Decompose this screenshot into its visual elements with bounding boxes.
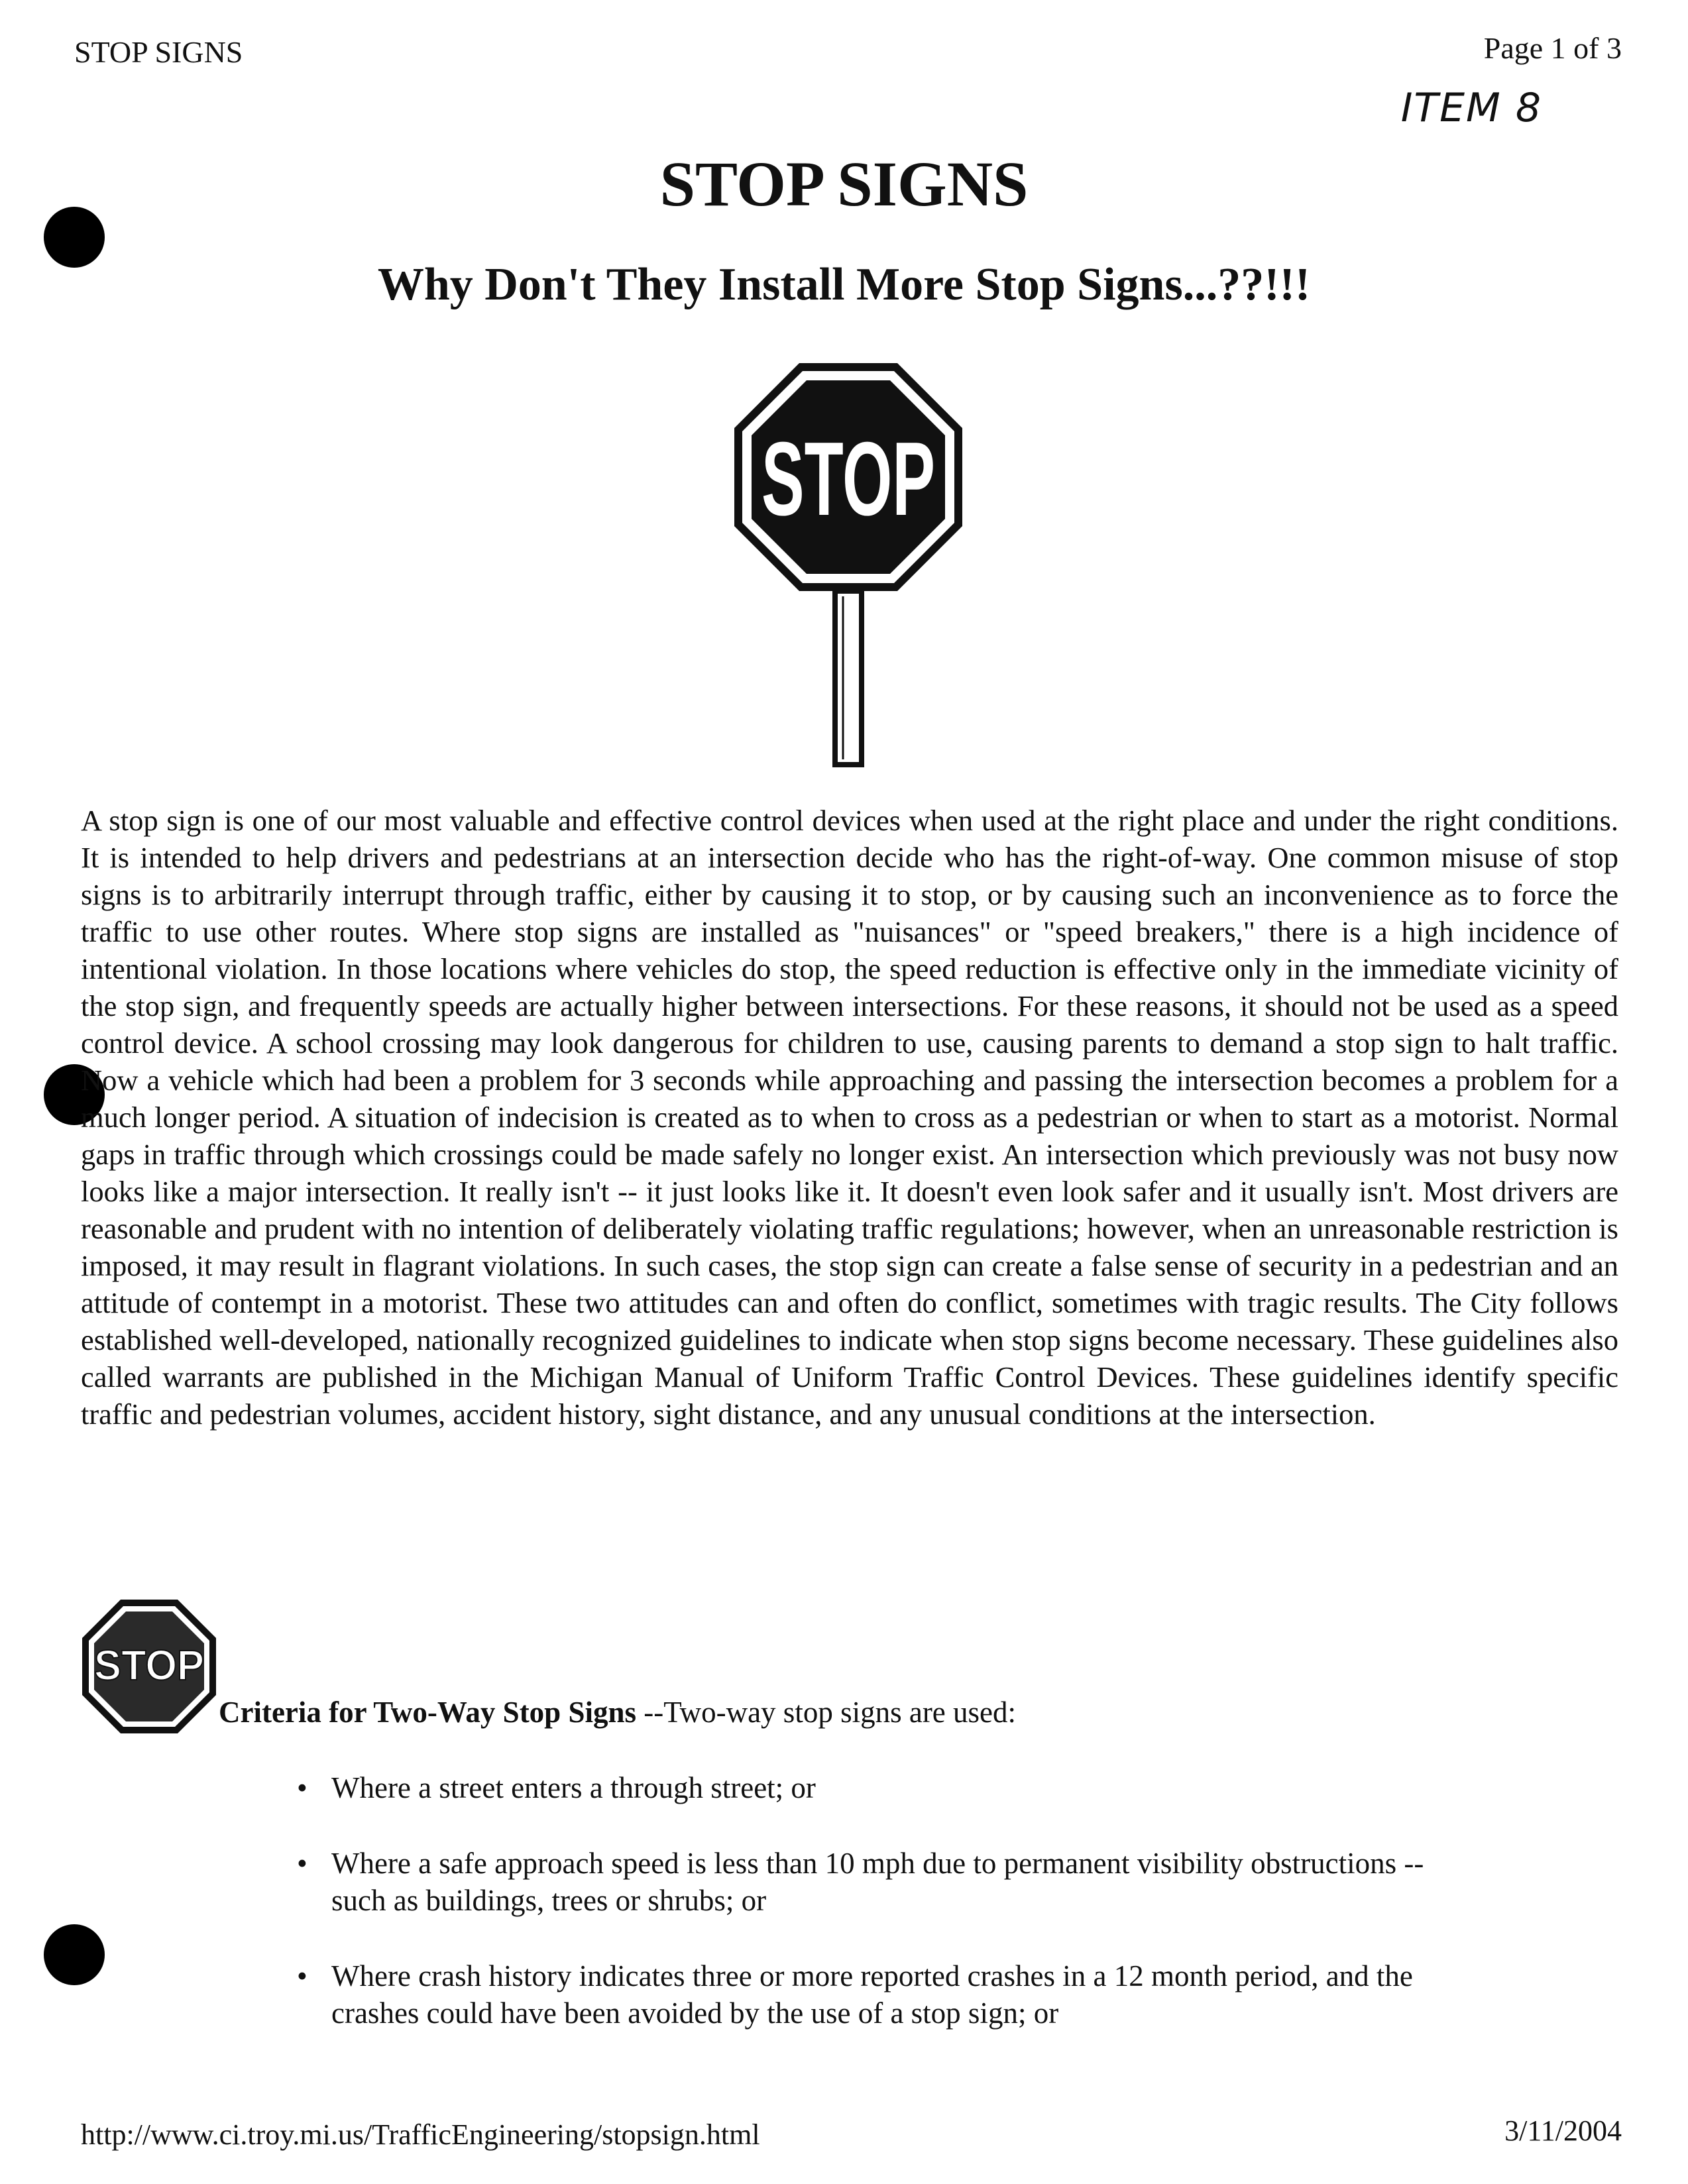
stop-sign-illustration [729,358,968,769]
small-stop-sign-text: STOP [94,1641,204,1689]
page-subtitle: Why Don't They Install More Stop Signs...??!!! [377,259,1311,310]
stop-sign-text: STOP [761,421,935,537]
header-title: STOP SIGNS [74,35,243,69]
page-title: STOP SIGNS [659,148,1029,219]
punch-hole [44,1924,105,1985]
list-item: • Where crash history indicates three or more reported crashes in a 12 month period, and the crashes could have been avoided by the use of a stop sign; or [292,1957,1485,2032]
list-item: • Where a street enters a through street; or [292,1769,1485,1806]
criteria-heading-line [219,1695,1016,1729]
criteria-intro: --Two-way stop signs are used: [636,1696,1017,1729]
list-item: • Where a safe approach speed is less than 10 mph due to permanent visibility obstructions -- such as buildings, trees or shrubs; or [292,1845,1485,1919]
handwritten-note: ITEM 8 [1400,85,1542,131]
page-number: Page 1 of 3 [1483,31,1622,65]
body-paragraph: A stop sign is one of our most valuable and effective control devices when used at the right place and under the right conditions. It is intended to help drivers and pedestrians at an intersection decide who has the right-of-way. One common misuse of stop signs is to arbitrarily interrupt through traffic, either by causing it to stop, or by causing such an inconvenience as to force the traffic to use other routes. Where stop signs are installed as "nuisances" or "speed breakers," there is a high incidence of intentional violation. In those locations where vehicles do stop, the speed reduction is effective only in the immediate vicinity of the stop sign, and frequently speeds are actually higher between intersections. For these reasons, it should not be used as a speed control device. A school crossing may look dangerous for children to use, causing parents to demand a stop sign to halt traffic. Now a vehicle which had been a problem for 3 seconds while approaching and passing the intersection becomes a problem for a much longer period. A situation of indecision is created as to when to cross as a pedestrian or when to start as a motorist. Normal gaps in traffic through which crossings could be made safely no longer exist. An intersection which previously was not busy now looks like a major intersection. It really isn't -- it just looks like it. It doesn't even look safer and it usually isn't. Most drivers are reasonable and prudent with no intention of deliberately violating traffic regulations; however, when an unreasonable restriction is imposed, it may result in flagrant violations. In such cases, the stop sign can create a false sense of security in a pedestrian and an attitude of contempt in a motorist. These two attitudes can and often do conflict, sometimes with tragic results. The City follows established well-developed, nationally recognized guidelines to indicate when stop signs become necessary. These guidelines also called warrants are published in the Michigan Manual of Uniform Traffic Control Devices. These guidelines identify specific traffic and pedestrian volumes, accident history, sight distance, and any unusual conditions at the intersection. [81,804,1618,1431]
criteria-list [292,1769,1485,2070]
footer-url: http://www.ci.troy.mi.us/TrafficEngineering/stopsign.html [81,2118,760,2151]
criteria-heading: Criteria for Two-Way Stop Signs [219,1696,637,1729]
footer-date: 3/11/2004 [1504,2114,1622,2147]
small-stop-sign-icon [80,1597,219,1736]
